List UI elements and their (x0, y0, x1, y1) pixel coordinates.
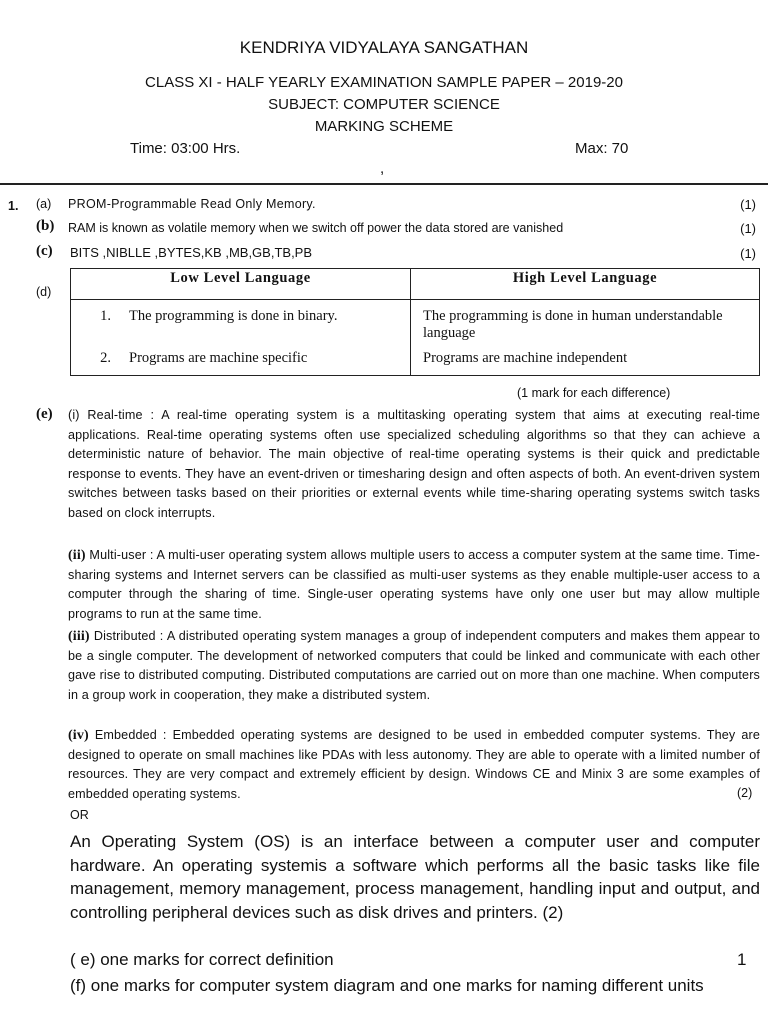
subject-title: SUBJECT: COMPUTER SCIENCE (268, 96, 500, 113)
difference-note: (1 mark for each difference) (517, 386, 671, 400)
high-level-cell: The programming is done in human understandable language (411, 300, 760, 347)
embedded-os-paragraph (68, 726, 760, 804)
answer-b-text: RAM is known as volatile memory when we switch off power the data stored are vanished (68, 221, 564, 235)
answer-c-marks: (1) (740, 246, 756, 261)
high-level-cell: Programs are machine independent (411, 346, 760, 376)
header-divider (0, 183, 768, 185)
answer-d-label: (d) (36, 285, 52, 299)
scheme-title: MARKING SCHEME (314, 118, 454, 135)
distributed-os-paragraph (68, 627, 760, 705)
multiuser-os-paragraph (68, 546, 760, 624)
definition-mark-note: ( e) one marks for correct definition (70, 950, 334, 969)
answer-a-marks: (1) (740, 197, 756, 212)
answer-b-marks: (1) (740, 221, 756, 236)
or-separator: OR (70, 808, 89, 822)
answer-e-label: (e) (36, 406, 53, 422)
embedded-text: Embedded : Embedded operating systems are designed to be used in embedded computer systems. They are designed to operate on small machines like PDAs with less autonomy. They are able to operate with a limited number of resources. They are very compact and extremely efficient by design. Windows CE and Minix 3 are some examples of embedded operating systems. (68, 728, 761, 801)
distributed-label: (iii) (68, 629, 90, 644)
stray-comma: , (380, 160, 385, 177)
diagram-mark-note: (f) one marks for computer system diagram and one marks for naming different units (70, 976, 704, 995)
org-title: KENDRIYA VIDYALAYA SANGATHAN (239, 38, 529, 57)
answer-a-text: PROM-Programmable Read Only Memory. (68, 197, 316, 211)
question-number: 1. (8, 199, 19, 213)
exam-title: CLASS XI - HALF YEARLY EXAMINATION SAMPLE PAPER – 2019-20 (145, 74, 623, 91)
language-comparison-table (70, 268, 760, 376)
answer-c-text: BITS ,NIBLLE ,BYTES,KB ,MB,GB,TB,PB (70, 245, 313, 260)
distributed-text: Distributed : A distributed operating system manages a group of independent computers and makes them appear to be a single computer. The development of networked computers that could be linked and communicate with each other gave rise to distributed computing. Distributed computations are carried out on more than one machine. When computers in a group work in cooperation, they make a distributed system. (68, 629, 760, 702)
low-level-cell: Programs are machine specific (129, 350, 308, 366)
row-number: 1. (100, 308, 111, 324)
col-low-level: Low Level Language (71, 269, 411, 300)
table-row (71, 300, 760, 347)
definition-mark-value: 1 (737, 950, 747, 969)
embedded-label: (iv) (68, 728, 89, 743)
table-row (71, 346, 760, 376)
multiuser-text: Multi-user : A multi-user operating system allows multiple users to access a computer system at the same time. Time-sharing systems and Internet servers can be classified as multi-user systems as they enable multiple-user access to a computer through the sharing of time. Single-user operating systems have only one user but may allow multiple programs to run at the same time. (68, 548, 760, 621)
realtime-os-paragraph: (i) Real-time : A real-time operating system is a multitasking operating system that aims at executing real-time applications. Real-time operating systems often use specialized scheduling algorithms so that they can achieve a deterministic nature of behavior. The main objective of real-time operating systems is their quick and predictable response to events. They have an event-driven or timesharing design and often aspects of both. An event-driven system switches between tasks based on their priorities or external events while time-sharing operating systems switch tasks based on clock interrupts. (68, 408, 760, 520)
time-label: Time: 03:00 Hrs. (130, 140, 241, 157)
col-high-level: High Level Language (411, 269, 760, 300)
max-marks: Max: 70 (575, 140, 629, 157)
row-number: 2. (100, 350, 111, 366)
multiuser-label: (ii) (68, 548, 86, 563)
embedded-marks: (2) (737, 786, 753, 800)
answer-a-label: (a) (36, 197, 52, 211)
answer-c-label: (c) (36, 243, 53, 259)
answer-b-label: (b) (36, 218, 55, 234)
os-definition-paragraph: An Operating System (OS) is an interface between a computer user and computer hardware. An operating systemis a software which performs all the basic tasks like file management, memory management, process management, handling input and output, and controlling peripheral devices such as disk drives and printers. (2) (70, 832, 760, 922)
low-level-cell: The programming is done in binary. (129, 308, 338, 324)
